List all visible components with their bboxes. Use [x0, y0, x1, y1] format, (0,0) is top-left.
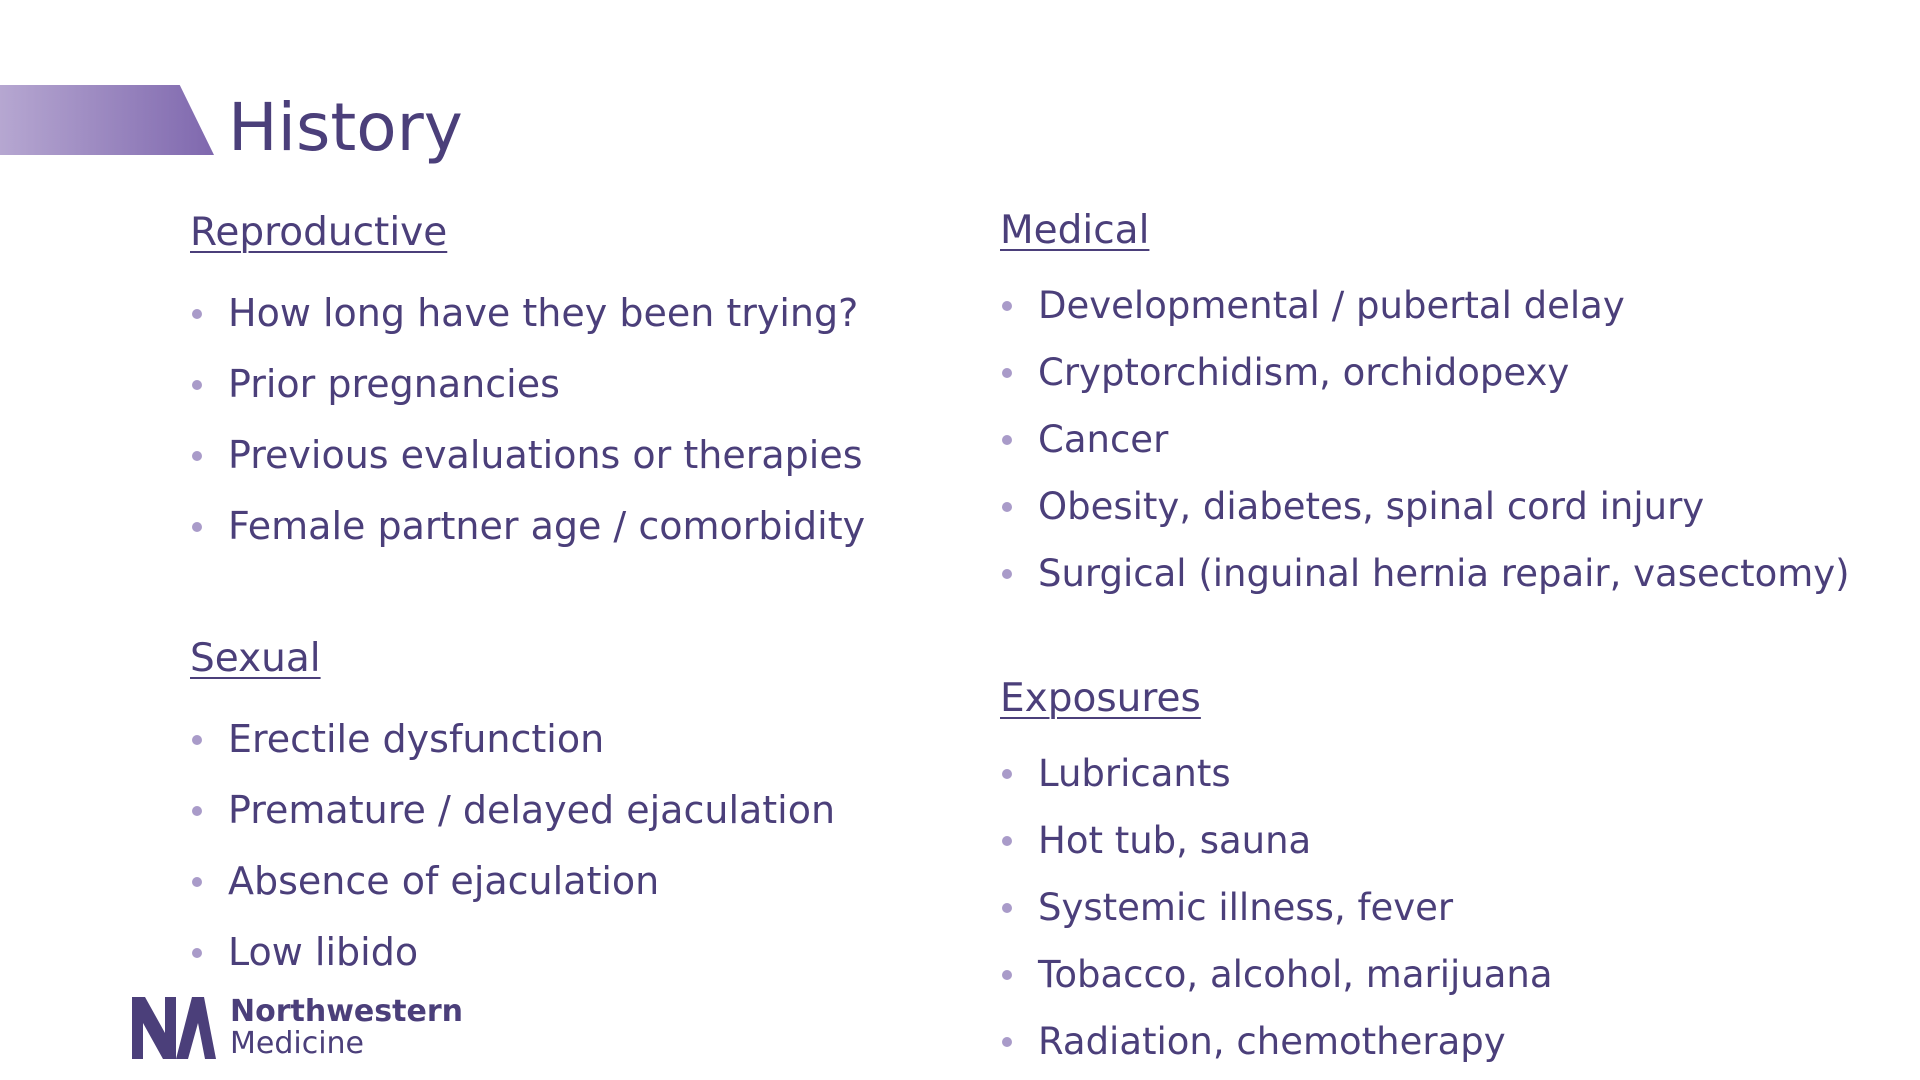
- list-item: Developmental / pubertal delay: [1000, 272, 1850, 339]
- list-item: Premature / delayed ejaculation: [190, 775, 835, 846]
- nm-logo-icon: [132, 997, 216, 1059]
- list-item: Absence of ejaculation: [190, 846, 835, 917]
- section-heading-reproductive: Reproductive: [190, 210, 448, 255]
- list-item: Female partner age / comorbidity: [190, 491, 865, 562]
- logo-text-northwestern: Northwestern: [230, 994, 463, 1029]
- list-item: Surgical (inguinal hernia repair, vasectomy): [1000, 540, 1850, 607]
- list-reproductive: [190, 278, 865, 562]
- section-exposures: [1000, 674, 1553, 1075]
- section-medical: [1000, 206, 1850, 607]
- section-sexual: [190, 634, 835, 988]
- list-item: Previous evaluations or therapies: [190, 420, 865, 491]
- list-item: Radiation, chemotherapy: [1000, 1008, 1553, 1075]
- list-item: Tobacco, alcohol, marijuana: [1000, 941, 1553, 1008]
- list-exposures: [1000, 740, 1553, 1075]
- list-item: Lubricants: [1000, 740, 1553, 807]
- slide-title: History: [228, 89, 463, 166]
- list-item: Erectile dysfunction: [190, 704, 835, 775]
- list-item: Prior pregnancies: [190, 349, 865, 420]
- list-item: How long have they been trying?: [190, 278, 865, 349]
- list-sexual: [190, 704, 835, 988]
- list-item: Cancer: [1000, 406, 1850, 473]
- northwestern-medicine-logo: [132, 996, 463, 1060]
- section-heading-sexual: Sexual: [190, 636, 321, 681]
- list-item: Low libido: [190, 917, 835, 988]
- logo-text-medicine: Medicine: [230, 1026, 365, 1061]
- list-item: Systemic illness, fever: [1000, 874, 1553, 941]
- list-item: Hot tub, sauna: [1000, 807, 1553, 874]
- list-item: Obesity, diabetes, spinal cord injury: [1000, 473, 1850, 540]
- section-reproductive: [190, 208, 865, 562]
- list-medical: [1000, 272, 1850, 607]
- section-heading-medical: Medical: [1000, 208, 1150, 253]
- title-accent-bar: [0, 85, 214, 155]
- list-item: Cryptorchidism, orchidopexy: [1000, 339, 1850, 406]
- section-heading-exposures: Exposures: [1000, 676, 1201, 721]
